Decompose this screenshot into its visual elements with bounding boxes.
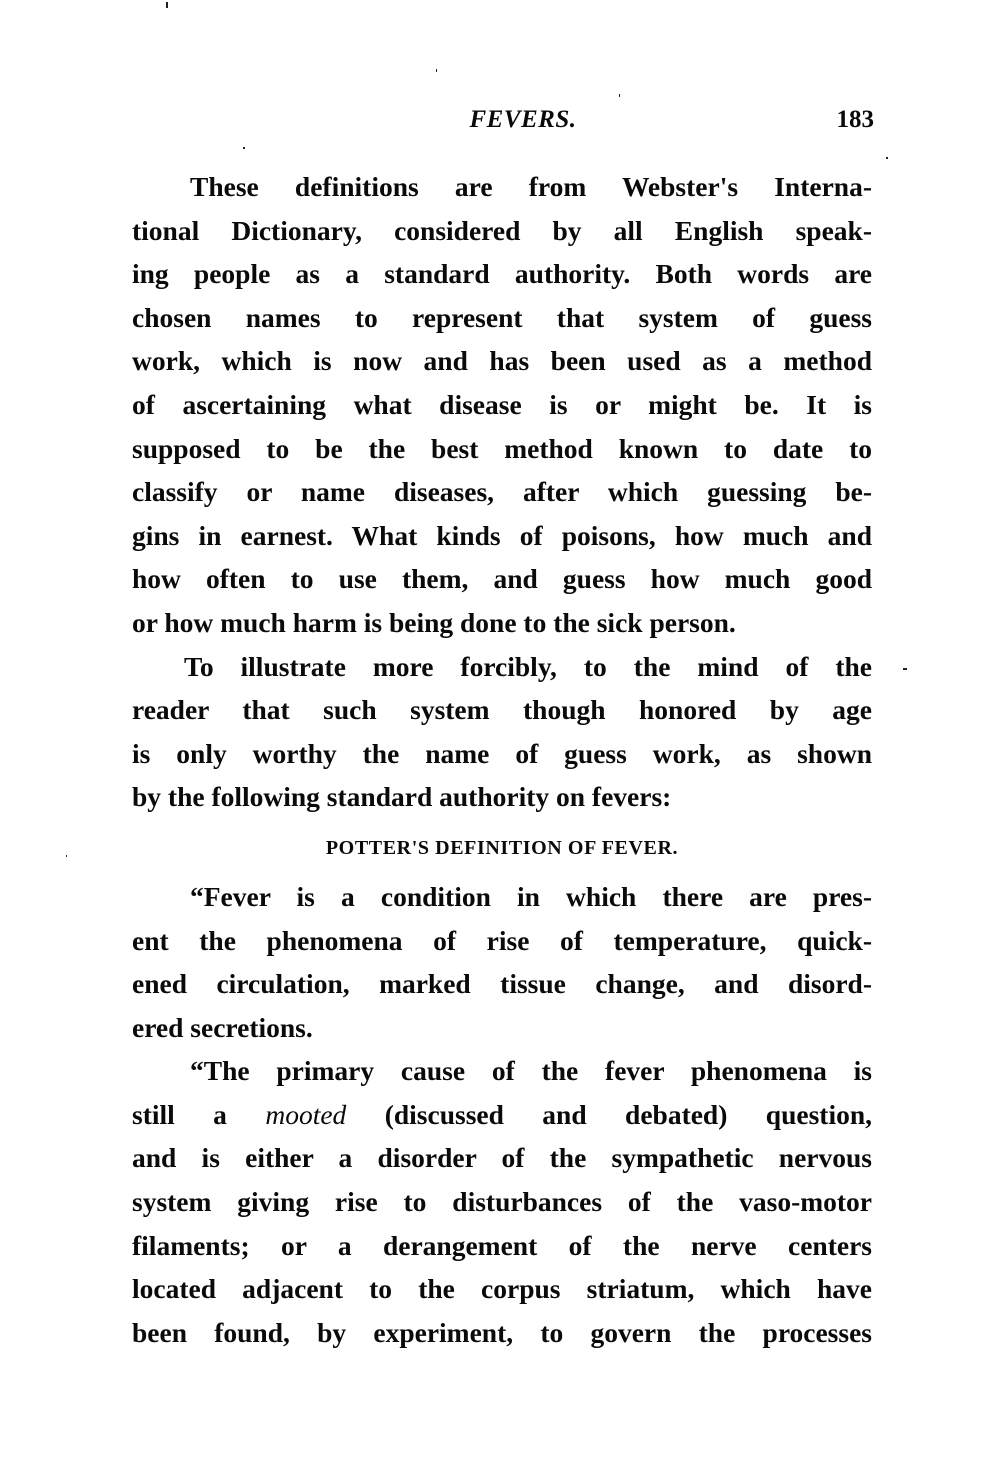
text-line: filaments; or a derangement of the nerve centers [132,1229,872,1261]
scan-speck [243,147,245,149]
paragraph-illustrate [132,645,872,819]
scan-speck [903,668,907,670]
text-line: system giving rise to disturbances of the vaso-motor [132,1186,872,1218]
scan-speck [66,855,67,857]
section-heading: POTTER'S DEFINITION OF FEVER. [325,836,679,859]
text-line: located adjacent to the corpus striatum, which have [132,1273,872,1305]
text-line: work, which is now and has been used as a method [132,345,872,377]
scan-speck [886,157,888,159]
text-line: been found, by experiment, to govern the processes [132,1316,872,1348]
italic-word: mooted [265,1098,347,1130]
paragraph-quote-fever [132,875,872,1049]
text-line: by the following standard authority on fevers: [132,781,672,813]
paragraph-definitions [132,165,872,645]
text-line: tional Dictionary, considered by all English speak- [132,214,872,246]
text-fragment: still a [132,1098,266,1130]
running-title: FEVERS. [469,106,577,133]
text-line: “The primary cause of the fever phenomena is [190,1055,872,1087]
text-line: These definitions are from Webster's Interna- [190,171,872,202]
text-line: ened circulation, marked tissue change, and disord- [132,968,872,1000]
page-number: 183 [836,106,874,133]
text-line: “Fever is a condition in which there are pres- [190,880,872,912]
text-line: gins in earnest. What kinds of poisons, how much and [132,519,872,551]
text-line: how often to use them, and guess how much good [132,563,872,595]
text-line: reader that such system though honored by age [132,694,872,726]
body-text [132,165,872,1354]
text-line: ent the phenomena of rise of temperature, quick- [132,924,872,956]
running-head [132,106,874,140]
text-line: ered secretions. [132,1011,313,1043]
text-line: of ascertaining what disease is or might be. It is [132,388,872,420]
paragraph-quote-cause [132,1049,872,1354]
scan-speck [166,2,168,8]
scan-speck [619,94,620,97]
text-line: supposed to be the best method known to date to [132,432,872,464]
text-line-mooted [132,1093,872,1137]
text-line: chosen names to represent that system of guess [132,301,872,333]
text-line: or how much harm is being done to the sick person. [132,606,736,638]
text-line: To illustrate more forcibly, to the mind of the [184,650,872,682]
text-line: is only worthy the name of guess work, as shown [132,737,872,769]
text-line: ing people as a standard authority. Both words are [132,258,872,290]
text-fragment: (discussed and debated) question, [346,1098,872,1130]
text-line: classify or name diseases, after which guessing be- [132,476,872,508]
scan-speck [436,69,437,72]
text-line: and is either a disorder of the sympathetic nervous [132,1142,872,1174]
